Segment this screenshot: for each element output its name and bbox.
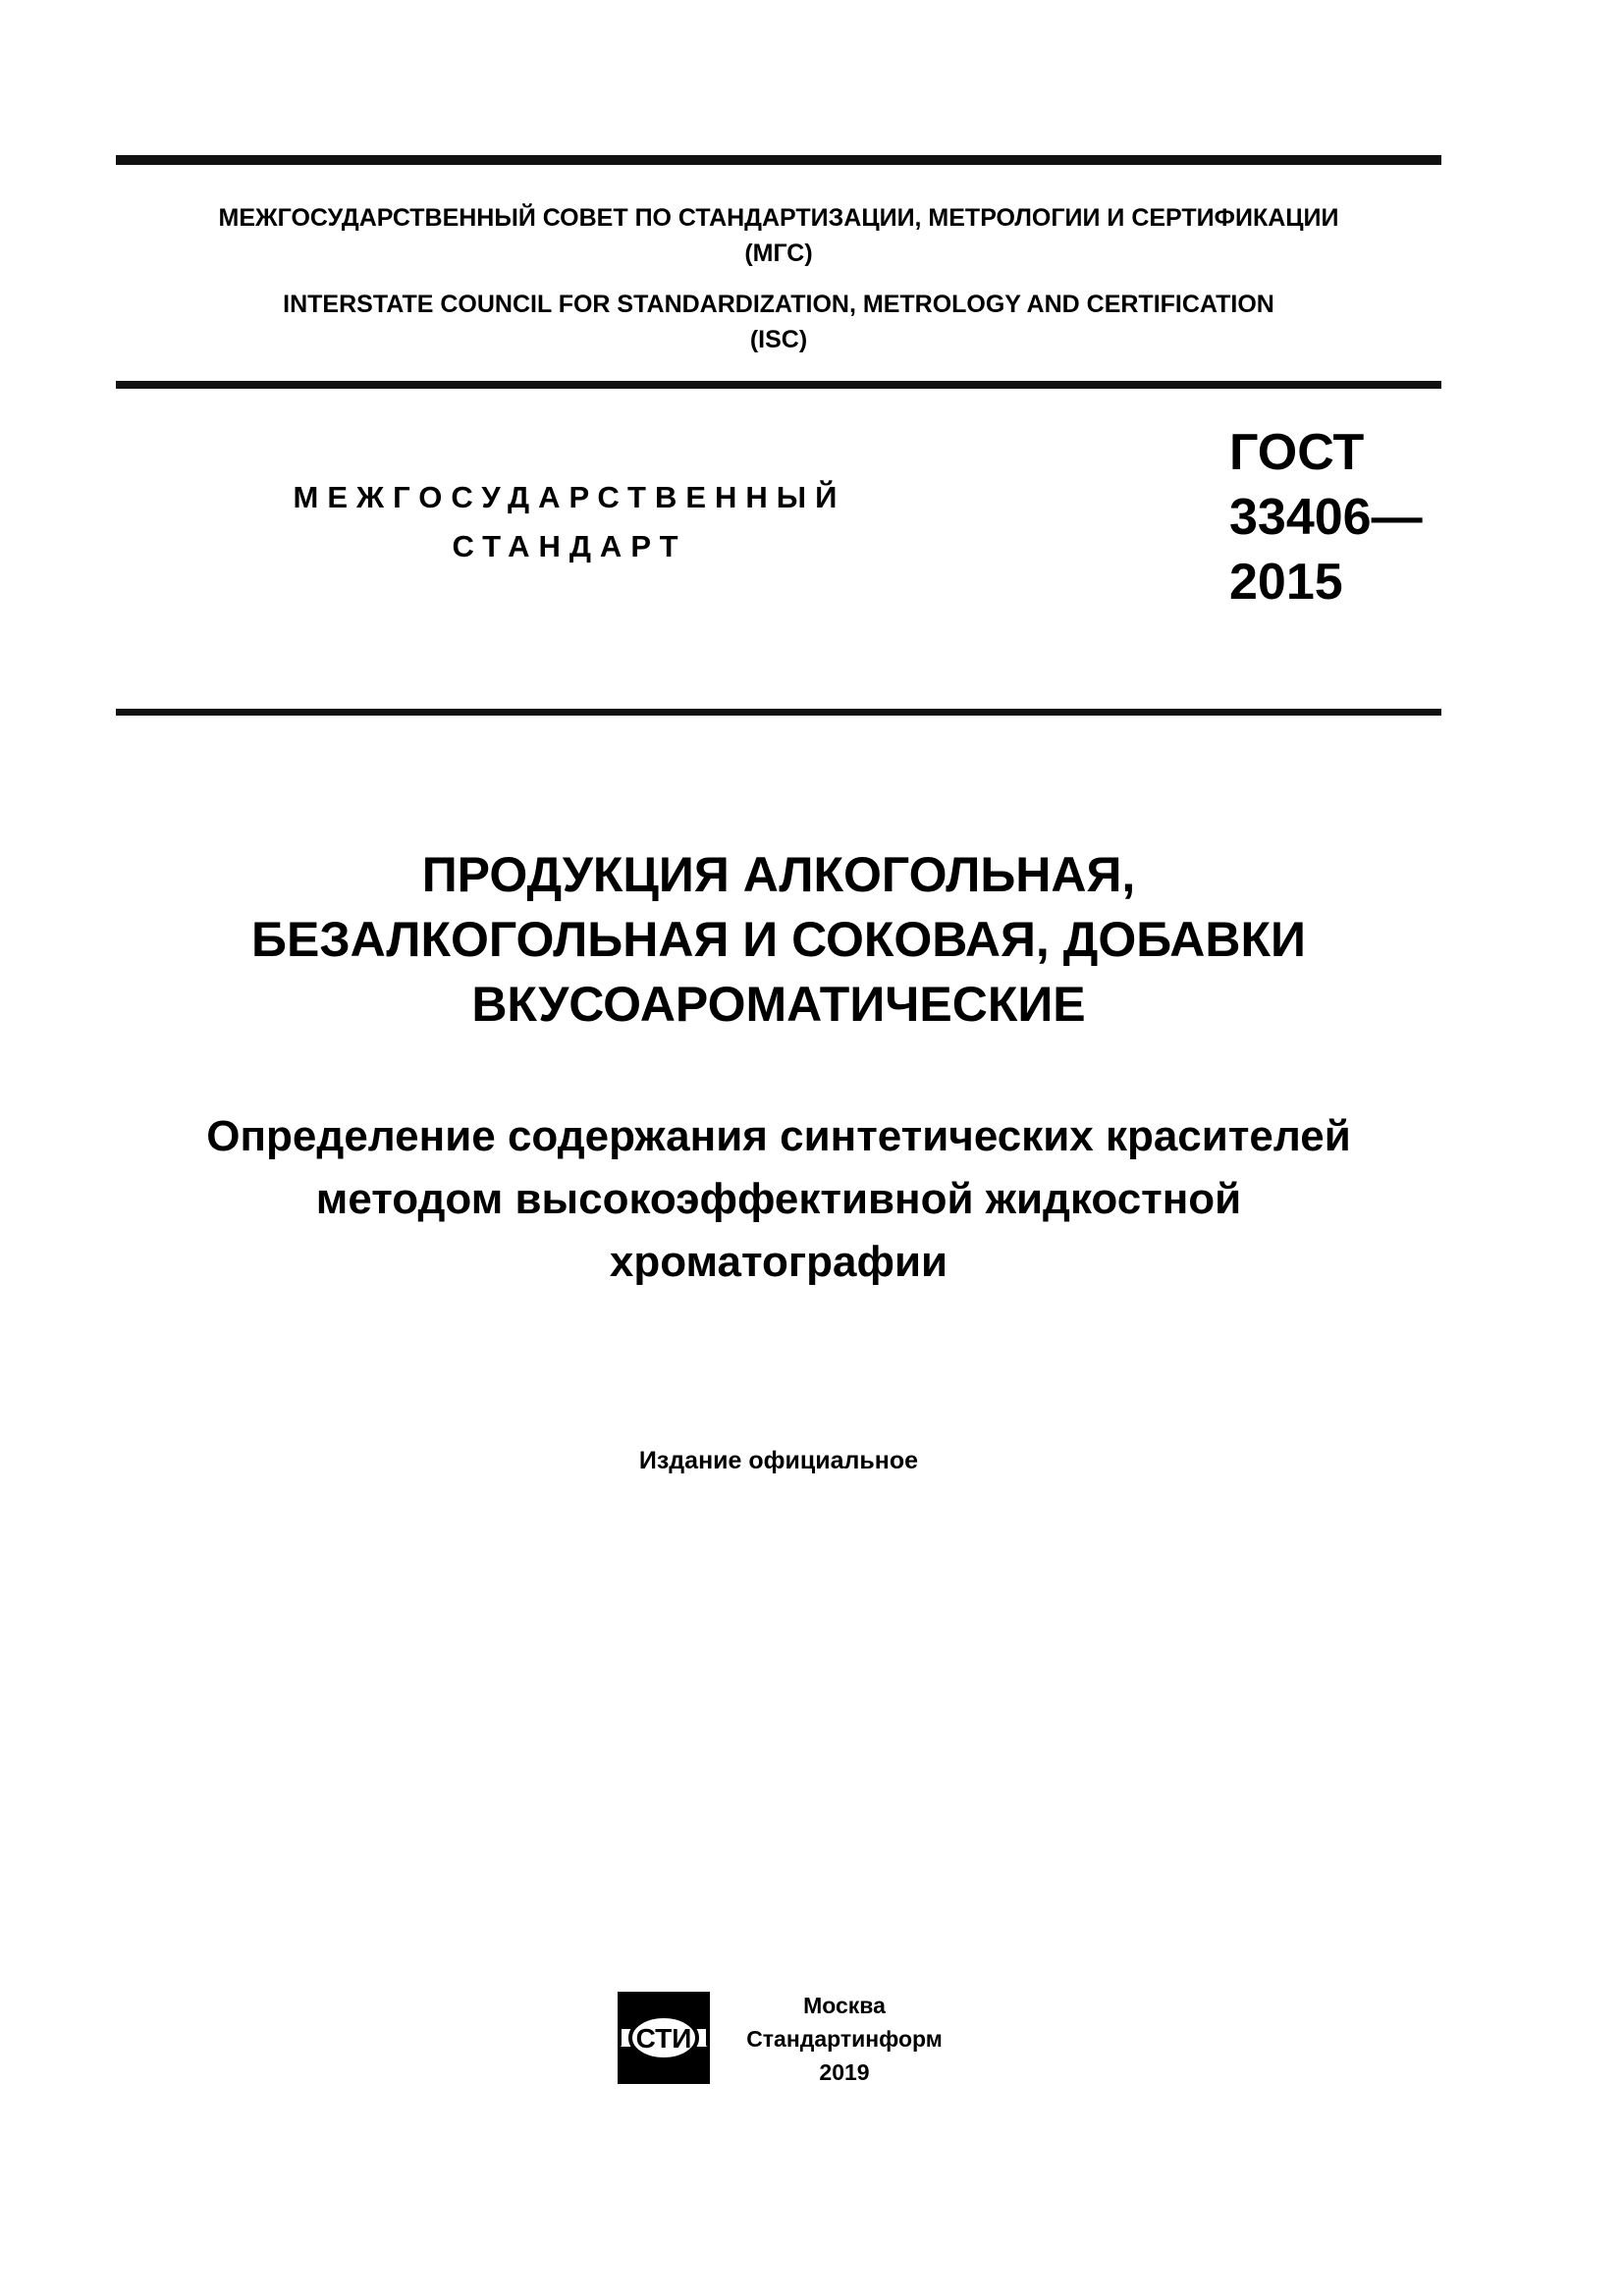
title-line3: ВКУСОАРОМАТИЧЕСКИЕ [471, 977, 1086, 1032]
council-name-en: INTERSTATE COUNCIL FOR STANDARDIZATION, METROLOGY AND CERTIFICATION [283, 291, 1274, 318]
edition-label: Издание официальное [638, 1447, 919, 1474]
gost-prefix: ГОСТ [1229, 424, 1365, 481]
council-abbr-en: (ISC) [749, 326, 808, 353]
publisher-block [727, 1989, 962, 2089]
bottom-rule [116, 709, 1441, 716]
top-rule [116, 155, 1441, 165]
council-name-ru: МЕЖГОСУДАРСТВЕННЫЙ СОВЕТ ПО СТАНДАРТИЗАЦИИ, МЕТРОЛОГИИ И СЕРТИФИКАЦИИ [218, 204, 1339, 232]
title-line1: ПРОДУКЦИЯ АЛКОГОЛЬНАЯ, [421, 847, 1136, 902]
publisher-name: Стандартинформ [746, 2026, 943, 2052]
subtitle-line2: методом высокоэффективной жидкостной [315, 1175, 1242, 1223]
standartinform-logo-icon [617, 1991, 711, 2085]
title-line2: БЕЗАЛКОГОЛЬНАЯ И СОКОВАЯ, ДОБАВКИ [251, 912, 1306, 967]
subtitle-line1: Определение содержания синтетических красителей [206, 1112, 1351, 1160]
gost-number: 33406— [1229, 489, 1423, 546]
standard-kind [245, 473, 893, 571]
document-subtitle [116, 1105, 1441, 1294]
publisher-city: Москва [803, 1993, 886, 2018]
svg-text:СТИ: СТИ [635, 2023, 692, 2054]
standard-kind-line2: СТАНДАРТ [452, 529, 687, 563]
subtitle-line3: хроматографии [609, 1238, 948, 1286]
gost-year: 2015 [1229, 554, 1343, 611]
council-abbr-ru: (МГС) [744, 240, 813, 267]
council-header [116, 200, 1441, 357]
middle-rule [116, 381, 1441, 389]
publisher-year: 2019 [819, 2059, 870, 2085]
document-title [116, 842, 1441, 1037]
gost-identifier [1229, 420, 1423, 614]
standard-kind-line1: МЕЖГОСУДАРСТВЕННЫЙ [293, 480, 846, 514]
